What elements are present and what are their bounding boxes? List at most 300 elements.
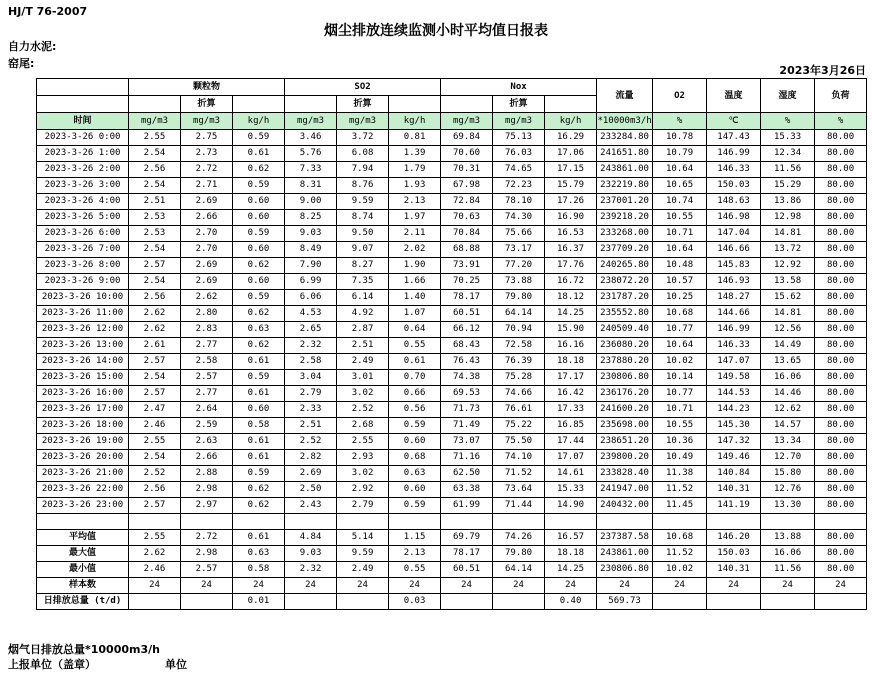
value-cell: 1.66 bbox=[389, 274, 441, 290]
value-cell: 2.62 bbox=[129, 322, 181, 338]
value-cell: 2.53 bbox=[129, 226, 181, 242]
value-cell: 147.43 bbox=[707, 130, 761, 146]
value-cell: 146.99 bbox=[707, 146, 761, 162]
value-cell: 0.68 bbox=[389, 450, 441, 466]
value-cell: 2.54 bbox=[129, 370, 181, 386]
value-cell: 0.61 bbox=[233, 354, 285, 370]
value-cell: 3.02 bbox=[337, 386, 389, 402]
value-cell: 241651.80 bbox=[597, 146, 653, 162]
converted-label-nox: 折算 bbox=[493, 96, 545, 113]
value-cell: 233828.40 bbox=[597, 466, 653, 482]
value-cell: 2.11 bbox=[389, 226, 441, 242]
value-cell: 239218.20 bbox=[597, 210, 653, 226]
value-cell: 2.58 bbox=[285, 354, 337, 370]
value-cell: 60.51 bbox=[441, 562, 493, 578]
value-cell: 16.72 bbox=[545, 274, 597, 290]
value-cell bbox=[441, 594, 493, 610]
value-cell: 14.81 bbox=[761, 226, 815, 242]
value-cell: 80.00 bbox=[815, 354, 867, 370]
value-cell: 2.56 bbox=[129, 482, 181, 498]
col-header-so2: SO2 bbox=[285, 79, 441, 96]
value-cell: 2.73 bbox=[181, 146, 233, 162]
value-cell: 0.63 bbox=[233, 322, 285, 338]
value-cell: 10.02 bbox=[653, 354, 707, 370]
value-cell bbox=[707, 594, 761, 610]
value-cell: 9.07 bbox=[337, 242, 389, 258]
value-cell: 3.02 bbox=[337, 466, 389, 482]
value-cell: 0.60 bbox=[233, 274, 285, 290]
time-cell: 2023-3-26 12:00 bbox=[37, 322, 129, 338]
value-cell: 2.46 bbox=[129, 562, 181, 578]
value-cell: 70.94 bbox=[493, 322, 545, 338]
value-cell: 16.06 bbox=[761, 370, 815, 386]
value-cell: 11.52 bbox=[653, 482, 707, 498]
value-cell: 141.19 bbox=[707, 498, 761, 514]
value-cell: 75.50 bbox=[493, 434, 545, 450]
blank-cell bbox=[707, 514, 761, 530]
value-cell: 2.55 bbox=[129, 530, 181, 546]
value-cell: 24 bbox=[597, 578, 653, 594]
value-cell: 80.00 bbox=[815, 418, 867, 434]
unit-cell: % bbox=[761, 113, 815, 130]
value-cell: 13.72 bbox=[761, 242, 815, 258]
time-cell: 2023-3-26 13:00 bbox=[37, 338, 129, 354]
value-cell: 0.60 bbox=[389, 434, 441, 450]
value-cell: 2.57 bbox=[129, 258, 181, 274]
value-cell: 80.00 bbox=[815, 290, 867, 306]
value-cell: 2.54 bbox=[129, 242, 181, 258]
value-cell: 2.51 bbox=[337, 338, 389, 354]
value-cell: 24 bbox=[129, 578, 181, 594]
table-row bbox=[37, 242, 867, 258]
table-row bbox=[37, 210, 867, 226]
value-cell: 2.52 bbox=[129, 466, 181, 482]
value-cell: 9.59 bbox=[337, 194, 389, 210]
value-cell: 233284.80 bbox=[597, 130, 653, 146]
value-cell: 13.30 bbox=[761, 498, 815, 514]
time-cell: 2023-3-26 16:00 bbox=[37, 386, 129, 402]
company-label: 自力水泥: bbox=[8, 40, 57, 53]
value-cell: 241600.20 bbox=[597, 402, 653, 418]
value-cell: 75.13 bbox=[493, 130, 545, 146]
value-cell: 60.51 bbox=[441, 306, 493, 322]
value-cell: 10.57 bbox=[653, 274, 707, 290]
time-cell: 2023-3-26 18:00 bbox=[37, 418, 129, 434]
value-cell: 74.65 bbox=[493, 162, 545, 178]
value-cell: 80.00 bbox=[815, 370, 867, 386]
value-cell: 2.71 bbox=[181, 178, 233, 194]
value-cell: 10.74 bbox=[653, 194, 707, 210]
value-cell: 80.00 bbox=[815, 178, 867, 194]
value-cell: 15.80 bbox=[761, 466, 815, 482]
table-row bbox=[37, 466, 867, 482]
value-cell: 10.77 bbox=[653, 386, 707, 402]
unit-cell: mg/m3 bbox=[441, 113, 493, 130]
value-cell: 2.52 bbox=[337, 402, 389, 418]
value-cell: 2.54 bbox=[129, 178, 181, 194]
table-row bbox=[37, 194, 867, 210]
value-cell: 2.69 bbox=[181, 274, 233, 290]
value-cell: 0.59 bbox=[233, 290, 285, 306]
value-cell: 16.29 bbox=[545, 130, 597, 146]
value-cell: 10.02 bbox=[653, 562, 707, 578]
value-cell: 2.98 bbox=[181, 546, 233, 562]
table-row bbox=[37, 290, 867, 306]
value-cell: 78.17 bbox=[441, 546, 493, 562]
value-cell: 240265.80 bbox=[597, 258, 653, 274]
footer-reporting-unit-label: 上报单位（盖章） bbox=[8, 658, 96, 671]
value-cell: 2.87 bbox=[337, 322, 389, 338]
blank-cell bbox=[337, 514, 389, 530]
value-cell: 2.75 bbox=[181, 130, 233, 146]
value-cell: 144.66 bbox=[707, 306, 761, 322]
value-cell: 235552.80 bbox=[597, 306, 653, 322]
value-cell: 2.77 bbox=[181, 386, 233, 402]
blank-cell bbox=[653, 514, 707, 530]
value-cell: 10.55 bbox=[653, 210, 707, 226]
value-cell: 13.86 bbox=[761, 194, 815, 210]
value-cell: 0.70 bbox=[389, 370, 441, 386]
unit-cell: mg/m3 bbox=[493, 113, 545, 130]
value-cell: 5.76 bbox=[285, 146, 337, 162]
value-cell: 2.47 bbox=[129, 402, 181, 418]
value-cell: 71.44 bbox=[493, 498, 545, 514]
value-cell: 12.98 bbox=[761, 210, 815, 226]
value-cell: 0.55 bbox=[389, 562, 441, 578]
value-cell: 235698.00 bbox=[597, 418, 653, 434]
value-cell: 230806.80 bbox=[597, 370, 653, 386]
value-cell: 0.61 bbox=[233, 434, 285, 450]
summary-row-label: 最大值 bbox=[37, 546, 129, 562]
value-cell: 2.49 bbox=[337, 562, 389, 578]
value-cell: 13.65 bbox=[761, 354, 815, 370]
blank-cell bbox=[37, 96, 129, 113]
value-cell: 148.63 bbox=[707, 194, 761, 210]
value-cell: 237709.20 bbox=[597, 242, 653, 258]
value-cell: 24 bbox=[545, 578, 597, 594]
summary-row bbox=[37, 594, 867, 610]
value-cell: 10.71 bbox=[653, 226, 707, 242]
value-cell: 140.31 bbox=[707, 482, 761, 498]
unit-cell: ℃ bbox=[707, 113, 761, 130]
value-cell: 24 bbox=[493, 578, 545, 594]
value-cell: 10.79 bbox=[653, 146, 707, 162]
time-cell: 2023-3-26 6:00 bbox=[37, 226, 129, 242]
corner-cell bbox=[37, 79, 129, 96]
value-cell: 67.98 bbox=[441, 178, 493, 194]
value-cell: 14.49 bbox=[761, 338, 815, 354]
value-cell: 10.64 bbox=[653, 162, 707, 178]
value-cell: 0.03 bbox=[389, 594, 441, 610]
unit-cell: kg/h bbox=[545, 113, 597, 130]
value-cell: 149.46 bbox=[707, 450, 761, 466]
value-cell: 77.20 bbox=[493, 258, 545, 274]
value-cell: 1.15 bbox=[389, 530, 441, 546]
value-cell: 80.00 bbox=[815, 386, 867, 402]
value-cell: 74.66 bbox=[493, 386, 545, 402]
value-cell: 17.15 bbox=[545, 162, 597, 178]
value-cell: 24 bbox=[441, 578, 493, 594]
blank-cell bbox=[815, 514, 867, 530]
time-cell: 2023-3-26 2:00 bbox=[37, 162, 129, 178]
blank-cell bbox=[285, 514, 337, 530]
value-cell: 74.26 bbox=[493, 530, 545, 546]
value-cell: 16.42 bbox=[545, 386, 597, 402]
value-cell: 1.40 bbox=[389, 290, 441, 306]
value-cell: 0.59 bbox=[233, 466, 285, 482]
value-cell: 0.59 bbox=[233, 370, 285, 386]
table-row bbox=[37, 130, 867, 146]
summary-row bbox=[37, 578, 867, 594]
value-cell: 2.32 bbox=[285, 562, 337, 578]
value-cell: 80.00 bbox=[815, 210, 867, 226]
value-cell: 17.76 bbox=[545, 258, 597, 274]
standard-code: HJ/T 76-2007 bbox=[8, 5, 88, 18]
value-cell: 1.90 bbox=[389, 258, 441, 274]
value-cell: 61.99 bbox=[441, 498, 493, 514]
value-cell: 80.00 bbox=[815, 498, 867, 514]
value-cell: 2.56 bbox=[129, 290, 181, 306]
value-cell: 76.43 bbox=[441, 354, 493, 370]
value-cell: 73.07 bbox=[441, 434, 493, 450]
value-cell: 2.98 bbox=[181, 482, 233, 498]
value-cell: 232219.80 bbox=[597, 178, 653, 194]
value-cell: 241947.00 bbox=[597, 482, 653, 498]
value-cell: 2.93 bbox=[337, 450, 389, 466]
value-cell: 5.14 bbox=[337, 530, 389, 546]
value-cell: 24 bbox=[181, 578, 233, 594]
value-cell: 146.20 bbox=[707, 530, 761, 546]
value-cell: 1.97 bbox=[389, 210, 441, 226]
value-cell: 2.55 bbox=[129, 434, 181, 450]
value-cell: 69.79 bbox=[441, 530, 493, 546]
unit-cell: kg/h bbox=[233, 113, 285, 130]
unit-cell: mg/m3 bbox=[285, 113, 337, 130]
value-cell: 10.77 bbox=[653, 322, 707, 338]
value-cell: 74.38 bbox=[441, 370, 493, 386]
value-cell: 15.90 bbox=[545, 322, 597, 338]
value-cell: 2.66 bbox=[181, 210, 233, 226]
value-cell: 231787.20 bbox=[597, 290, 653, 306]
col-header-pm: 颗粒物 bbox=[129, 79, 285, 96]
value-cell: 3.04 bbox=[285, 370, 337, 386]
time-cell: 2023-3-26 8:00 bbox=[37, 258, 129, 274]
value-cell: 64.14 bbox=[493, 562, 545, 578]
value-cell: 3.72 bbox=[337, 130, 389, 146]
summary-row bbox=[37, 562, 867, 578]
unit-cell: % bbox=[653, 113, 707, 130]
value-cell bbox=[129, 594, 181, 610]
value-cell: 71.49 bbox=[441, 418, 493, 434]
table-row bbox=[37, 402, 867, 418]
value-cell: 2.51 bbox=[285, 418, 337, 434]
value-cell: 14.25 bbox=[545, 306, 597, 322]
value-cell: 10.64 bbox=[653, 242, 707, 258]
table-row bbox=[37, 178, 867, 194]
value-cell: 17.33 bbox=[545, 402, 597, 418]
value-cell: 3.46 bbox=[285, 130, 337, 146]
value-cell: 80.00 bbox=[815, 450, 867, 466]
value-cell: 8.25 bbox=[285, 210, 337, 226]
value-cell: 14.90 bbox=[545, 498, 597, 514]
blank-cell bbox=[285, 96, 337, 113]
value-cell: 0.58 bbox=[233, 562, 285, 578]
value-cell: 6.06 bbox=[285, 290, 337, 306]
value-cell: 18.18 bbox=[545, 354, 597, 370]
location-label: 窑尾: bbox=[8, 57, 35, 70]
value-cell: 80.00 bbox=[815, 274, 867, 290]
value-cell: 0.59 bbox=[233, 178, 285, 194]
summary-row bbox=[37, 530, 867, 546]
value-cell bbox=[761, 594, 815, 610]
value-cell: 569.73 bbox=[597, 594, 653, 610]
blank-cell bbox=[597, 514, 653, 530]
value-cell: 24 bbox=[389, 578, 441, 594]
value-cell: 18.12 bbox=[545, 290, 597, 306]
value-cell: 230806.80 bbox=[597, 562, 653, 578]
value-cell: 0.59 bbox=[233, 226, 285, 242]
value-cell: 10.78 bbox=[653, 130, 707, 146]
value-cell: 1.93 bbox=[389, 178, 441, 194]
value-cell: 0.62 bbox=[233, 162, 285, 178]
value-cell: 17.26 bbox=[545, 194, 597, 210]
value-cell: 7.35 bbox=[337, 274, 389, 290]
value-cell: 0.62 bbox=[233, 258, 285, 274]
value-cell: 11.38 bbox=[653, 466, 707, 482]
value-cell: 4.53 bbox=[285, 306, 337, 322]
value-cell: 2.54 bbox=[129, 450, 181, 466]
value-cell: 237001.20 bbox=[597, 194, 653, 210]
table-row bbox=[37, 482, 867, 498]
value-cell: 73.91 bbox=[441, 258, 493, 274]
value-cell: 66.12 bbox=[441, 322, 493, 338]
value-cell: 0.60 bbox=[233, 242, 285, 258]
summary-row-label: 平均值 bbox=[37, 530, 129, 546]
value-cell: 2.62 bbox=[181, 290, 233, 306]
value-cell: 24 bbox=[337, 578, 389, 594]
value-cell: 16.90 bbox=[545, 210, 597, 226]
table-row bbox=[37, 258, 867, 274]
value-cell: 147.07 bbox=[707, 354, 761, 370]
value-cell: 16.06 bbox=[761, 546, 815, 562]
value-cell: 24 bbox=[233, 578, 285, 594]
value-cell: 12.62 bbox=[761, 402, 815, 418]
value-cell: 10.48 bbox=[653, 258, 707, 274]
time-cell: 2023-3-26 11:00 bbox=[37, 306, 129, 322]
value-cell: 145.30 bbox=[707, 418, 761, 434]
value-cell: 80.00 bbox=[815, 242, 867, 258]
value-cell: 240509.40 bbox=[597, 322, 653, 338]
value-cell: 2.32 bbox=[285, 338, 337, 354]
blank-cell bbox=[233, 514, 285, 530]
value-cell: 0.59 bbox=[389, 418, 441, 434]
value-cell: 2.79 bbox=[285, 386, 337, 402]
value-cell: 0.62 bbox=[233, 338, 285, 354]
value-cell: 2.79 bbox=[337, 498, 389, 514]
value-cell: 2.13 bbox=[389, 546, 441, 562]
value-cell: 0.60 bbox=[233, 194, 285, 210]
value-cell: 2.57 bbox=[129, 498, 181, 514]
value-cell: 146.33 bbox=[707, 338, 761, 354]
value-cell: 2.55 bbox=[129, 130, 181, 146]
value-cell: 2.68 bbox=[337, 418, 389, 434]
table-row bbox=[37, 450, 867, 466]
unit-cell: mg/m3 bbox=[129, 113, 181, 130]
value-cell: 80.00 bbox=[815, 466, 867, 482]
value-cell: 9.59 bbox=[337, 546, 389, 562]
table-row bbox=[37, 434, 867, 450]
value-cell: 78.10 bbox=[493, 194, 545, 210]
value-cell bbox=[337, 594, 389, 610]
value-cell: 144.53 bbox=[707, 386, 761, 402]
value-cell: 14.57 bbox=[761, 418, 815, 434]
blank-cell bbox=[493, 514, 545, 530]
footer-total-flow-note: 烟气日排放总量*10000m3/h bbox=[8, 643, 160, 656]
value-cell: 2.57 bbox=[181, 370, 233, 386]
table-row bbox=[37, 354, 867, 370]
value-cell: 13.58 bbox=[761, 274, 815, 290]
value-cell: 2.43 bbox=[285, 498, 337, 514]
value-cell: 9.03 bbox=[285, 226, 337, 242]
value-cell: 24 bbox=[285, 578, 337, 594]
value-cell: 6.99 bbox=[285, 274, 337, 290]
value-cell: 2.55 bbox=[337, 434, 389, 450]
blank-cell bbox=[389, 514, 441, 530]
value-cell: 80.00 bbox=[815, 322, 867, 338]
group-header-row bbox=[37, 79, 867, 96]
value-cell: 2.56 bbox=[129, 162, 181, 178]
value-cell: 2.54 bbox=[129, 274, 181, 290]
value-cell: 149.58 bbox=[707, 370, 761, 386]
value-cell: 76.61 bbox=[493, 402, 545, 418]
unit-cell: *10000m3/h bbox=[597, 113, 653, 130]
value-cell bbox=[181, 594, 233, 610]
value-cell: 14.81 bbox=[761, 306, 815, 322]
value-cell: 146.33 bbox=[707, 162, 761, 178]
value-cell: 72.23 bbox=[493, 178, 545, 194]
value-cell: 0.60 bbox=[389, 482, 441, 498]
value-cell: 11.45 bbox=[653, 498, 707, 514]
value-cell: 8.27 bbox=[337, 258, 389, 274]
footer-unit-label: 单位 bbox=[165, 658, 187, 671]
value-cell: 4.84 bbox=[285, 530, 337, 546]
value-cell: 1.07 bbox=[389, 306, 441, 322]
value-cell: 2.92 bbox=[337, 482, 389, 498]
value-cell: 0.63 bbox=[233, 546, 285, 562]
value-cell: 12.34 bbox=[761, 146, 815, 162]
time-cell: 2023-3-26 23:00 bbox=[37, 498, 129, 514]
value-cell: 8.74 bbox=[337, 210, 389, 226]
value-cell: 80.00 bbox=[815, 162, 867, 178]
value-cell: 15.29 bbox=[761, 178, 815, 194]
value-cell: 2.66 bbox=[181, 450, 233, 466]
value-cell: 150.03 bbox=[707, 546, 761, 562]
value-cell: 73.17 bbox=[493, 242, 545, 258]
value-cell: 80.00 bbox=[815, 546, 867, 562]
value-cell: 12.70 bbox=[761, 450, 815, 466]
value-cell: 0.61 bbox=[233, 450, 285, 466]
value-cell: 2.83 bbox=[181, 322, 233, 338]
value-cell: 148.27 bbox=[707, 290, 761, 306]
col-header-o2: O2 bbox=[653, 79, 707, 113]
value-cell: 80.00 bbox=[815, 146, 867, 162]
report-table bbox=[36, 78, 867, 610]
value-cell: 2.70 bbox=[181, 226, 233, 242]
unit-cell: kg/h bbox=[389, 113, 441, 130]
value-cell: 0.64 bbox=[389, 322, 441, 338]
time-cell: 2023-3-26 19:00 bbox=[37, 434, 129, 450]
value-cell: 8.76 bbox=[337, 178, 389, 194]
